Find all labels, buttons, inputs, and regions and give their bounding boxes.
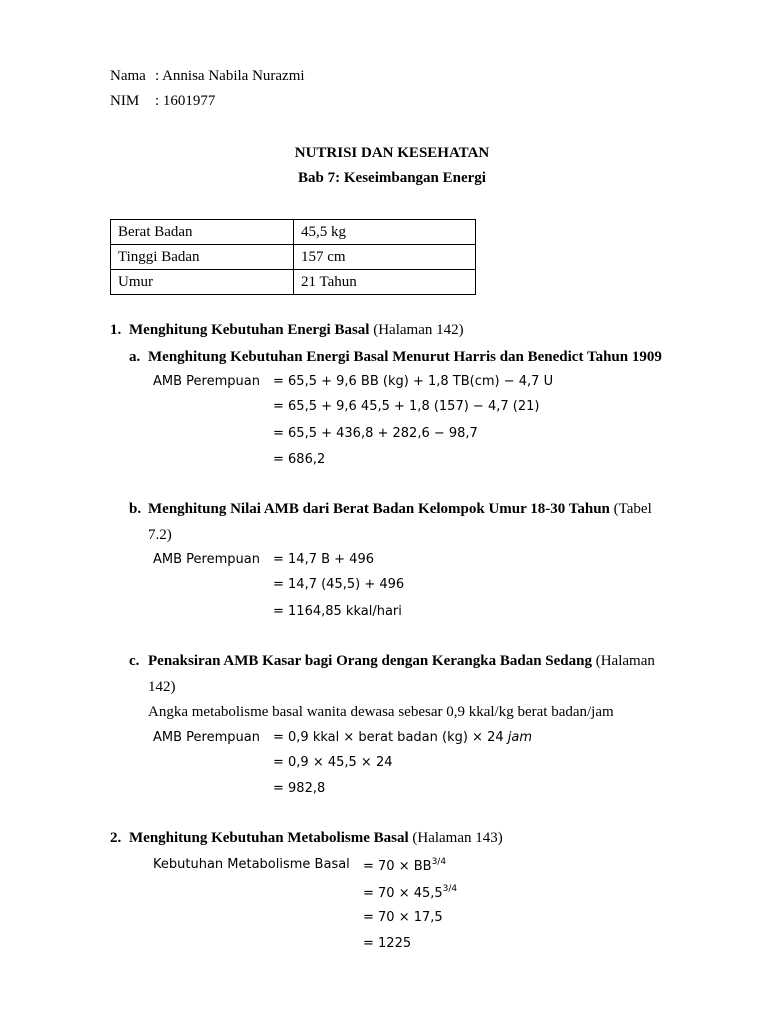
section1c-heading-line [148,653,655,670]
section1b-heading-line [148,501,652,518]
section1c-description: Angka metabolisme basal wanita dewasa sebesar 0,9 kkal/kg berat badan/jam [148,704,614,720]
page-title: NUTRISI DAN KESEHATAN [294,145,490,161]
formula-line [363,884,457,901]
table-row [111,245,476,270]
section2-ref: (Halaman 143) [412,830,503,846]
section1-heading-line [129,322,464,339]
formula-lhs: AMB Perempuan [153,552,260,567]
formula-line: = 65,5 + 9,6 BB (kg) + 1,8 TB(cm) − 4,7 U [273,374,554,389]
formula-line: = 14,7 (45,5) + 496 [273,577,405,592]
section1a-heading: Menghitung Kebutuhan Energi Basal Menurut Harris dan Benedict Tahun 1909 [148,349,662,365]
formula-line: = 65,5 + 436,8 + 282,6 − 98,7 [273,426,478,441]
section1-number: 1. [110,322,122,338]
info-table [110,219,476,295]
formula-line: = 982,8 [273,781,326,796]
formula-line: = 65,5 + 9,6 45,5 + 1,8 (157) − 4,7 (21) [273,399,540,414]
formula-line-main: = 70 × BB [363,859,432,874]
section1b-letter: b. [129,501,142,517]
section1b-heading: Menghitung Nilai AMB dari Berat Badan Kelompok Umur 18-30 Tahun [148,501,610,517]
section1c-letter: c. [129,653,140,669]
name-value: : Annisa Nabila Nurazmi [155,68,305,84]
table-cell-label: Tinggi Badan [111,245,294,270]
table-cell-label: Berat Badan [111,220,294,245]
formula-line: = 70 × 17,5 [363,910,443,925]
formula-exponent: 3/4 [431,857,447,867]
formula-line: = 14,7 B + 496 [273,552,374,567]
table-cell-label: Umur [111,270,294,295]
section1-ref: (Halaman 142) [373,322,464,338]
formula-line [273,730,532,745]
formula-line [363,857,446,874]
name-label: Nama [110,68,146,84]
formula-line: = 1225 [363,936,412,951]
formula-line-main: = 0,9 kkal × berat badan (kg) × 24 [273,730,504,745]
formula-line: = 1164,85 kkal/hari [273,604,402,619]
table-cell-value: 45,5 kg [294,220,476,245]
section2-number: 2. [110,830,122,846]
nim-label: NIM [110,93,140,109]
formula-lhs: Kebutuhan Metabolisme Basal [153,857,350,872]
nim-value: : 1601977 [155,93,216,109]
section1a-letter: a. [129,349,141,365]
table-cell-value: 157 cm [294,245,476,270]
formula-lhs: AMB Perempuan [153,374,260,389]
page-subtitle: Bab 7: Keseimbangan Energi [298,170,486,186]
section1b-ref-cont: 7.2) [148,527,172,543]
formula-exponent: 3/4 [442,884,458,894]
table-cell-value: 21 Tahun [294,270,476,295]
table-row [111,270,476,295]
table-row [111,220,476,245]
formula-unit: jam [507,730,533,745]
section1c-heading: Penaksiran AMB Kasar bagi Orang dengan Kerangka Badan Sedang [148,653,592,669]
formula-lhs: AMB Perempuan [153,730,260,745]
section1c-ref-cont: 142) [148,679,176,695]
section1c-ref: (Halaman [595,653,655,669]
section2-heading-line [129,830,503,847]
formula-line: = 0,9 × 45,5 × 24 [273,755,393,770]
section1-heading: Menghitung Kebutuhan Energi Basal [129,322,370,338]
section1b-ref: (Tabel [613,501,652,517]
formula-line: = 686,2 [273,452,326,467]
section2-heading: Menghitung Kebutuhan Metabolisme Basal [129,830,409,846]
formula-line-main: = 70 × 45,5 [363,886,443,901]
